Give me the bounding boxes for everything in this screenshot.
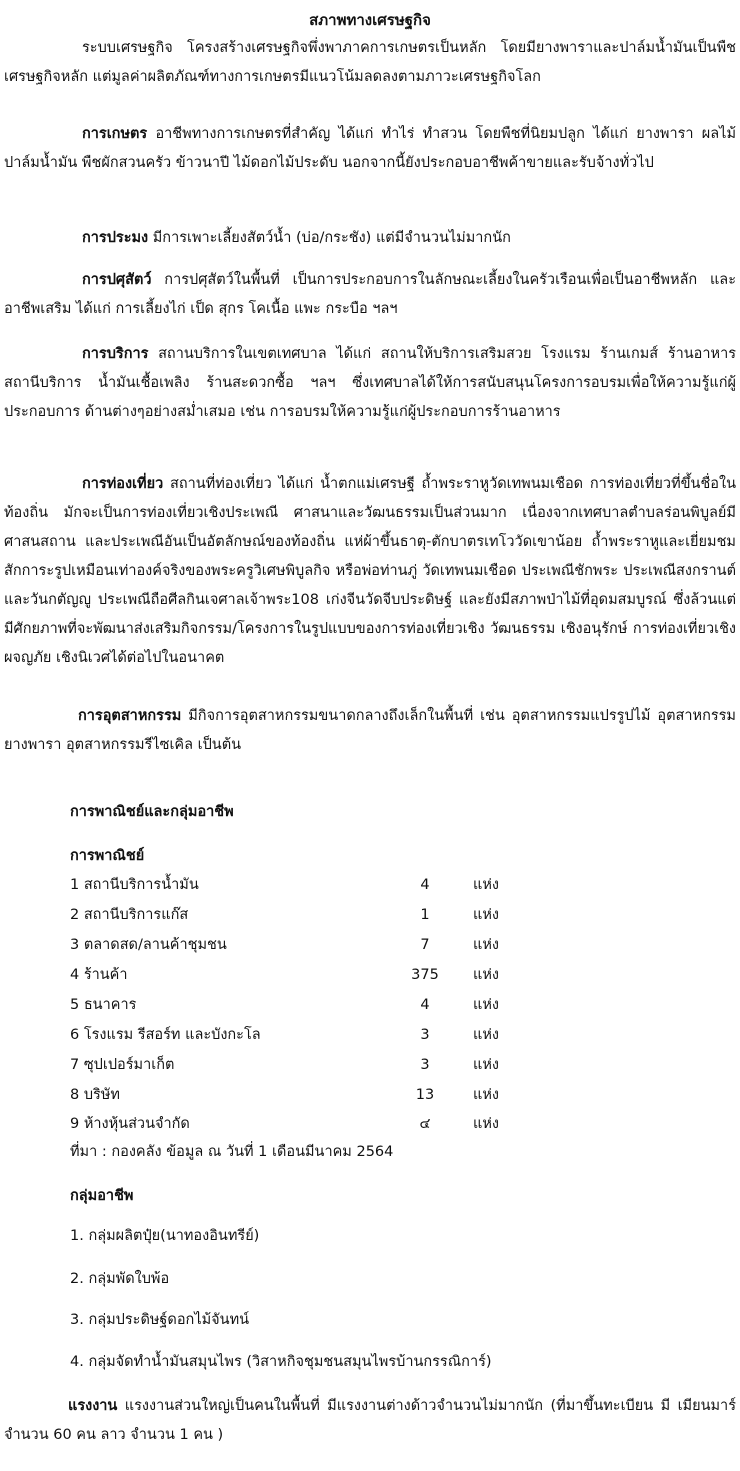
commerce-count: 375 — [411, 967, 439, 983]
commerce-row — [70, 931, 670, 960]
commerce-unit: แห่ง — [473, 1057, 499, 1073]
services-text: สถานบริการในเขตเทศบาล ได้แก่ สถานให้บริการเสริมสวย โรงแรม ร้านเกมส์ ร้านอาหาร สถานีบริการ น้ำมันเชื้อเพลิง ร้านสะดวกซื้อ ฯลฯ ซึ่งเทศบาลได้ให้การสนับสนุนโครงการอบรมเพื่อให้ความรู้แก่ผู้ประกอบการ ด้านต่างๆอย่างสม่ำเสมอ เช่น การอบรมให้ความรู้แก่ผู้ประกอบการร้านอาหาร — [4, 346, 736, 420]
group-item: 4. กลุ่มจัดทำน้ำมันสมุนไพร (วิสาหกิจชุมชนสมุนไพรบ้านกรรณิการ์) — [70, 1354, 492, 1370]
services-paragraph — [4, 340, 736, 427]
commerce-row — [70, 901, 670, 930]
commerce-label: 8 บริษัท — [70, 1087, 120, 1103]
group-item: 1. กลุ่มผลิตปุ๋ย(นาทองอินทรีย์) — [70, 1228, 260, 1244]
commerce-unit: แห่ง — [473, 1027, 499, 1043]
fishery-heading: การประมง — [82, 230, 149, 246]
intro-text: ระบบเศรษฐกิจ โครงสร้างเศรษฐกิจพึ่งพาภาคการเกษตรเป็นหลัก โดยมียางพาราและปาล์มน้ำมันเป็นพืชเศรษฐกิจหลัก แต่มูลค่าผลิตภัณฑ์ทางการเกษตรมีแนวโน้มลดลงตามภาวะเศรษฐกิจโลก — [4, 40, 736, 85]
intro-paragraph — [4, 34, 736, 92]
commerce-row — [70, 871, 670, 900]
commerce-count: 3 — [420, 1057, 430, 1073]
commerce-count: 3 — [420, 1027, 430, 1043]
industry-paragraph — [4, 702, 736, 760]
groups-heading: กลุ่มอาชีพ — [70, 1188, 134, 1204]
commerce-row — [70, 1021, 670, 1050]
commerce-row — [70, 1110, 670, 1139]
commerce-unit: แห่ง — [473, 997, 499, 1013]
commerce-row — [70, 1051, 670, 1080]
labor-paragraph — [4, 1392, 736, 1450]
industry-heading: การอุตสาหกรรม — [78, 708, 182, 724]
commerce-count: ๔ — [419, 1116, 431, 1132]
labor-heading: แรงงาน — [68, 1398, 118, 1414]
fishery-paragraph — [4, 224, 736, 253]
commerce-label: 1 สถานีบริการน้ำมัน — [70, 877, 199, 893]
commerce-count: 1 — [420, 907, 430, 923]
commerce-row — [70, 991, 670, 1020]
commerce-unit: แห่ง — [473, 1087, 499, 1103]
services-heading: การบริการ — [82, 346, 149, 362]
agriculture-text: อาชีพทางการเกษตรที่สำคัญ ได้แก่ ทำไร่ ทำสวน โดยพืชที่นิยมปลูก ได้แก่ ยางพารา ผลไม้ ปาล์มน้ำมัน พืชผักสวนครัว ข้าวนาปี ไม้ดอกไม้ประดับ นอกจากนี้ยังประกอบอาชีพค้าขายและรับจ้างทั่วไป — [4, 126, 736, 171]
tourism-heading: การท่องเที่ยว — [82, 476, 164, 492]
livestock-heading: การปศุสัตว์ — [82, 272, 152, 288]
commerce-unit: แห่ง — [473, 937, 499, 953]
commerce-count: 4 — [420, 997, 430, 1013]
tourism-text: สถานที่ท่องเที่ยว ได้แก่ น้ำตกแม่เศรษฐี ถ้ำพระราหูวัดเทพนมเชือด การท่องเที่ยวที่ขึ้นชื่อในท้องถิ่น มักจะเป็นการท่องเที่ยวเชิงประเพณี ศาสนาและวัฒนธรรมเป็นส่วนมาก เนื่องจากเทศบาลตำบลร่อนพิบูลย์มี ศาสนสถาน และประเพณีอันเป็นอัตลักษณ์ของท้องถิ่น แห่ผ้าขึ้นธาตุ-ตักบาตรเทโววัดเขาน้อย ถ้ำพระราหูและเยี่ยมชมสักการะรูปเหมือนเท่าองค์จริงของพระครูวิเศษพิบูลกิจ หรือพ่อท่านภู่ วัดเทพนมเชือด ประเพณีชักพระ ประเพณีสงกรานต์และวันกตัญญู ประเพณีถือศีลกินเจศาลเจ้าพระ108 เก่งจีนวัดจีบประดิษฐ์ และยังมีสภาพป่าไม้ที่อุดมสมบูรณ์ ซึ่งล้วนแต่มีศักยภาพที่จะพัฒนาส่งเสริมกิจกรรม/โครงการในรูปแบบของการท่องเที่ยวเชิง วัฒนธรรม เชิงอนุรักษ์ การท่องเที่ยวเชิงผจญภัย เชิงนิเวศได้ต่อไปในอนาคต — [4, 476, 736, 666]
commerce-row — [70, 1081, 670, 1110]
commerce-label: 3 ตลาดสด/ลานค้าชุมชน — [70, 937, 227, 953]
tourism-paragraph — [4, 470, 736, 673]
commerce-section-title: การพาณิชย์และกลุ่มอาชีพ — [70, 804, 234, 820]
commerce-count: 13 — [415, 1087, 435, 1103]
commerce-label: 6 โรงแรม รีสอร์ท และบังกะโล — [70, 1027, 261, 1043]
agriculture-paragraph — [4, 120, 736, 178]
commerce-unit: แห่ง — [473, 1116, 499, 1132]
commerce-label: 4 ร้านค้า — [70, 967, 128, 983]
commerce-source-note: ที่มา : กองคลัง ข้อมูล ณ วันที่ 1 เดือนมีนาคม 2564 — [70, 1144, 394, 1160]
livestock-text: การปศุสัตว์ในพื้นที่ เป็นการประกอบการในลักษณะเลี้ยงในครัวเรือนเพื่อเป็นอาชีพหลัก และอาชีพเสริม ได้แก่ การเลี้ยงไก่ เป็ด สุกร โคเนื้อ แพะ กระบือ ฯลฯ — [4, 272, 736, 317]
page-title: สภาพทางเศรษฐกิจ — [309, 11, 431, 29]
commerce-heading: การพาณิชย์ — [70, 848, 145, 864]
commerce-unit: แห่ง — [473, 967, 499, 983]
commerce-row — [70, 961, 670, 990]
fishery-text: มีการเพาะเลี้ยงสัตว์น้ำ (บ่อ/กระชัง) แต่มีจำนวนไม่มากนัก — [148, 230, 511, 246]
commerce-count: 4 — [420, 877, 430, 893]
group-item: 3. กลุ่มประดิษฐ์ดอกไม้จันทน์ — [70, 1312, 250, 1328]
livestock-paragraph — [4, 266, 736, 324]
commerce-label: 9 ห้างหุ้นส่วนจำกัด — [70, 1116, 190, 1132]
commerce-unit: แห่ง — [473, 907, 499, 923]
commerce-label: 2 สถานีบริการแก๊ส — [70, 907, 189, 923]
industry-text: มีกิจการอุตสาหกรรมขนาดกลางถึงเล็กในพื้นที่ เช่น อุตสาหกรรมแปรรูปไม้ อุตสาหกรรมยางพารา อุตสาหกรรมรีไซเคิล เป็นต้น — [4, 708, 736, 753]
commerce-unit: แห่ง — [473, 877, 499, 893]
agriculture-heading: การเกษตร — [82, 126, 148, 142]
labor-text: แรงงานส่วนใหญ่เป็นคนในพื้นที่ มีแรงงานต่างด้าวจำนวนไม่มากนัก (ที่มาขึ้นทะเบียน มี เมียนมาร์ จำนวน 60 คน ลาว จำนวน 1 คน ) — [4, 1398, 736, 1443]
commerce-count: 7 — [420, 937, 430, 953]
group-item: 2. กลุ่มพัดใบพ้อ — [70, 1271, 170, 1287]
commerce-label: 7 ซุปเปอร์มาเก็ต — [70, 1057, 175, 1073]
commerce-label: 5 ธนาคาร — [70, 997, 137, 1013]
